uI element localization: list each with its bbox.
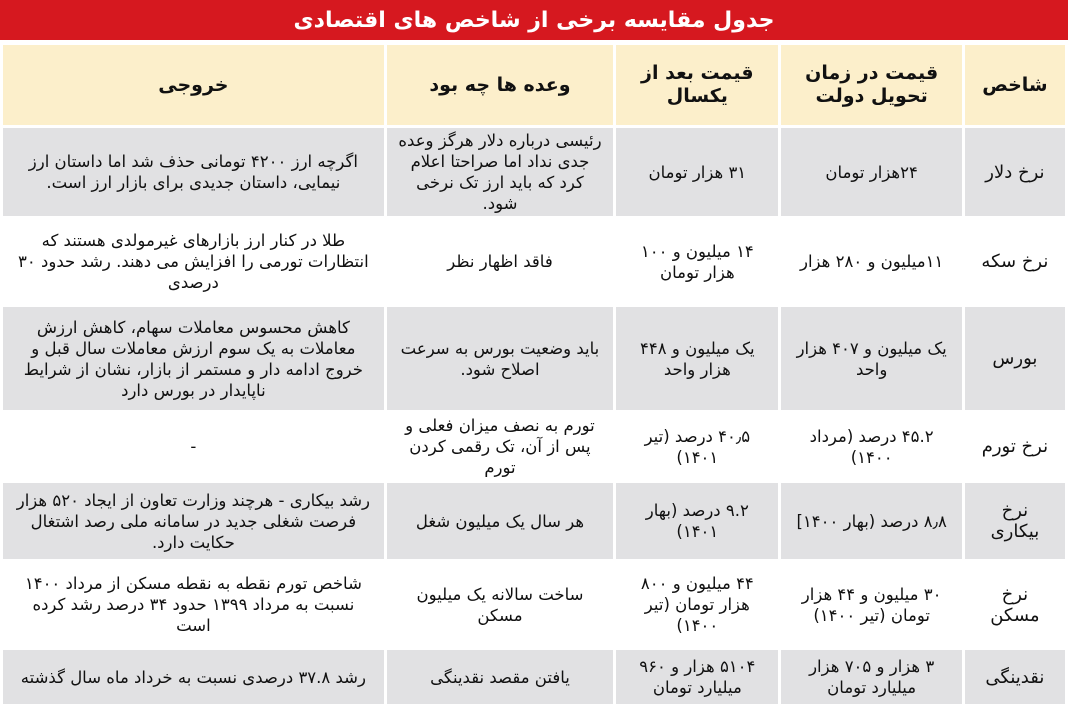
cell-price-after-one-year: ۳۱ هزار تومان [616,128,778,216]
cell-indicator: نرخ تورم [965,413,1065,480]
table-row-coin [3,219,1065,304]
header-price-at-handover: قیمت در زمان تحویل دولت [781,45,961,125]
economic-indicators-table [0,42,1068,707]
cell-promise: هر سال یک میلیون شغل [387,483,613,559]
table-row-stock-market [3,307,1065,410]
cell-price-after-one-year: یک میلیون و ۴۴۸ هزار واحد [616,307,778,410]
cell-price-at-handover: یک میلیون و ۴۰۷ هزار واحد [781,307,961,410]
cell-promise: ساخت سالانه یک میلیون مسکن [387,562,613,647]
cell-price-after-one-year: ۹.۲ درصد (بهار ۱۴۰۱) [616,483,778,559]
cell-promise: رئیسی درباره دلار هرگز وعده جدی نداد اما صراحتا اعلام کرد که باید ارز تک نرخی شود. [387,128,613,216]
header-promises: وعده ها چه بود [387,45,613,125]
header-price-after-one-year: قیمت بعد از یکسال [616,45,778,125]
cell-price-at-handover: ۸٫۸ درصد (بهار ۱۴۰۰] [781,483,961,559]
cell-outcome: کاهش محسوس معاملات سهام، کاهش ارزش معاملات به یک سوم ارزش معاملات سال قبل و خروج ادامه دار و مستمر از بازار، نشان از شرایط ناپایدار در بورس دارد [3,307,384,410]
table-title: جدول مقایسه برخی از شاخص های اقتصادی [0,0,1068,40]
table-row-liquidity [3,650,1065,704]
cell-price-at-handover: ۳ هزار و ۷۰۵ هزار میلیارد تومان [781,650,961,704]
cell-outcome: طلا در کنار ارز بازارهای غیرمولدی هستند که انتظارات تورمی را افزایش می دهند. رشد حدود ۳۰ درصدی [3,219,384,304]
cell-price-at-handover: ۲۴هزار تومان [781,128,961,216]
cell-price-after-one-year: ۴۴ میلیون و ۸۰۰ هزار تومان (تیر ۱۴۰۰) [616,562,778,647]
cell-promise: فاقد اظهار نظر [387,219,613,304]
cell-outcome: - [3,413,384,480]
table-header-row [3,45,1065,125]
cell-outcome: رشد ۳۷.۸ درصدی نسبت به خرداد ماه سال گذشته [3,650,384,704]
cell-outcome: شاخص تورم نقطه به نقطه مسکن از مرداد ۱۴۰۰ نسبت به مرداد ۱۳۹۹ حدود ۳۴ درصد رشد کرده است [3,562,384,647]
cell-indicator: نرخ بیکاری [965,483,1065,559]
cell-price-after-one-year: ۴۰٫۵ درصد (تیر ۱۴۰۱) [616,413,778,480]
cell-price-at-handover: ۴۵.۲ درصد (مرداد ۱۴۰۰) [781,413,961,480]
cell-promise: باید وضعیت بورس به سرعت اصلاح شود. [387,307,613,410]
cell-indicator: بورس [965,307,1065,410]
cell-outcome: رشد بیکاری - هرچند وزارت تعاون از ایجاد ۵۲۰ هزار فرصت شغلی جدید در سامانه ملی رصد اشتغال حکایت دارد. [3,483,384,559]
table-row-unemployment [3,483,1065,559]
header-outcome: خروجی [3,45,384,125]
cell-price-at-handover: ۱۱میلیون و ۲۸۰ هزار [781,219,961,304]
cell-price-after-one-year: ۵۱۰۴ هزار و ۹۶۰ میلیارد تومان [616,650,778,704]
cell-indicator: نرخ سکه [965,219,1065,304]
cell-indicator: نرخ مسکن [965,562,1065,647]
table-row-inflation [3,413,1065,480]
cell-price-after-one-year: ۱۴ میلیون و ۱۰۰ هزار تومان [616,219,778,304]
table-row-dollar [3,128,1065,216]
header-indicator: شاخص [965,45,1065,125]
cell-indicator: نرخ دلار [965,128,1065,216]
cell-price-at-handover: ۳۰ میلیون و ۴۴ هزار تومان (تیر ۱۴۰۰) [781,562,961,647]
cell-outcome: اگرچه ارز ۴۲۰۰ تومانی حذف شد اما داستان ارز نیمایی، داستان جدیدی برای بازار ارز است. [3,128,384,216]
cell-indicator: نقدینگی [965,650,1065,704]
cell-promise: تورم به نصف میزان فعلی و پس از آن، تک رقمی کردن تورم [387,413,613,480]
table-row-housing [3,562,1065,647]
cell-promise: یافتن مقصد نقدینگی [387,650,613,704]
